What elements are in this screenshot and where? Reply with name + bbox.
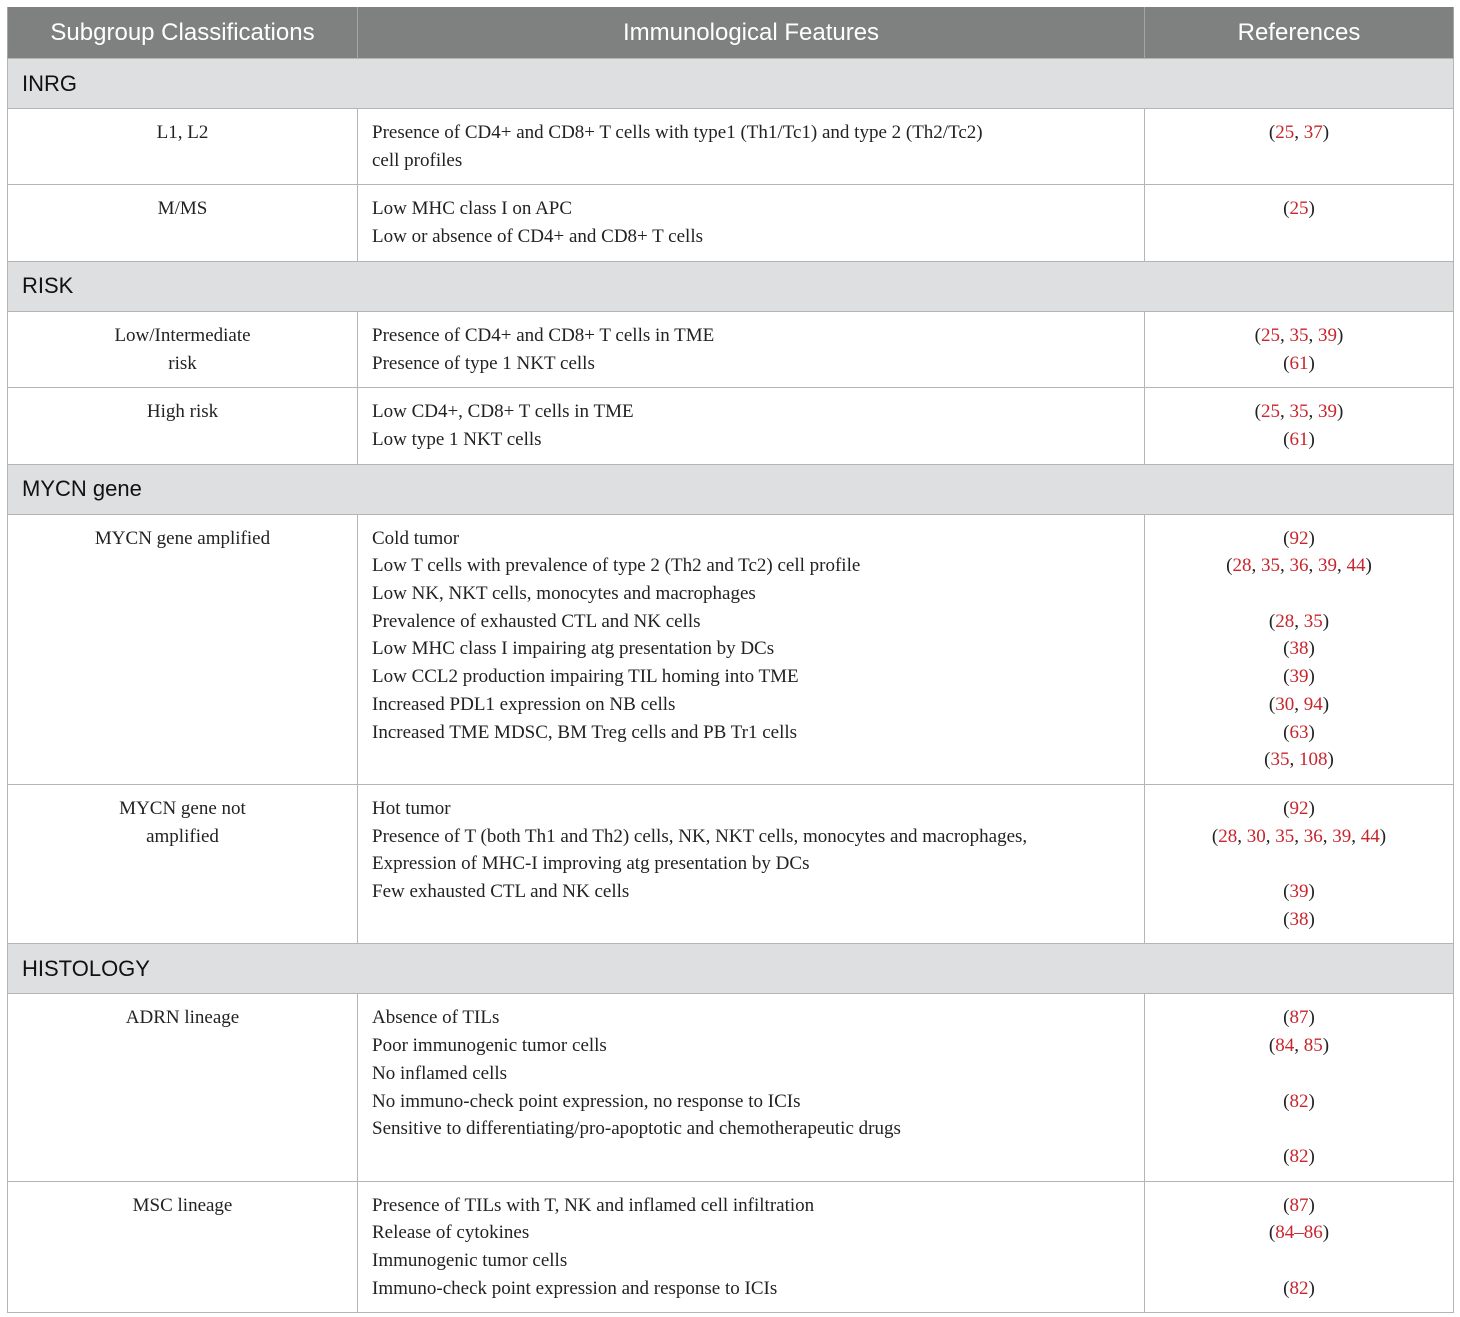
reference-line: (30, 94) [1268, 693, 1330, 715]
references-cell [1145, 311, 1454, 387]
feature-item: Prevalence of exhausted CTL and NK cells [372, 610, 701, 632]
table-row [8, 784, 1454, 944]
immunological-features-table [7, 7, 1454, 1313]
reference-line: (61) [1283, 352, 1315, 374]
reference-link[interactable]: 35 [1270, 749, 1290, 771]
features-cell [358, 994, 1145, 1181]
references-cell [1145, 514, 1454, 784]
feature-item: Low type 1 NKT cells [372, 428, 542, 450]
section-title: RISK [8, 261, 1454, 311]
reference-line: (39) [1283, 666, 1315, 688]
feature-item: No immuno-check point expression, no response to ICIs [372, 1090, 801, 1112]
table-row [8, 514, 1454, 784]
reference-line: (82) [1283, 1145, 1315, 1167]
reference-link[interactable]: 39 [1289, 666, 1309, 688]
table-row [8, 185, 1454, 261]
reference-link[interactable]: 25 [1275, 122, 1295, 143]
reference-line: (28, 30, 35, 36, 39, 44) [1211, 825, 1387, 847]
subgroup-cell [8, 514, 358, 784]
reference-link[interactable]: 39 [1289, 881, 1309, 903]
feature-item: Low CCL2 production impairing TIL homing into TME [372, 666, 799, 688]
feature-item: Expression of MHC-I improving atg presentation by DCs [372, 853, 810, 875]
reference-line: (28, 35) [1268, 610, 1330, 632]
reference-link[interactable]: 39 [1318, 555, 1337, 577]
references-cell [1145, 1181, 1454, 1313]
reference-link[interactable]: 82 [1289, 1090, 1309, 1112]
reference-link[interactable]: 30 [1275, 693, 1295, 715]
feature-item: Presence of type 1 NKT cells [372, 352, 595, 374]
reference-link[interactable]: 25 [1261, 401, 1280, 423]
reference-link[interactable]: 30 [1246, 825, 1266, 847]
feature-item: Increased TME MDSC, BM Treg cells and PB Tr1 cells [372, 721, 798, 743]
reference-link[interactable]: 37 [1303, 122, 1323, 143]
subgroup-cell [8, 109, 358, 185]
subgroup-label: ADRN lineage [125, 1007, 240, 1029]
reference-link[interactable]: 82 [1289, 1277, 1309, 1299]
feature-item: Increased PDL1 expression on NB cells [372, 693, 676, 715]
header-immunological-features: Immunological Features [358, 7, 1145, 59]
reference-link[interactable]: 92 [1289, 527, 1309, 549]
feature-item: Low MHC class I on APC [372, 198, 573, 220]
feature-item: Presence of CD4+ and CD8+ T cells with type1 (Th1/Tc1) and type 2 (Th2/Tc2) [372, 122, 983, 143]
reference-link[interactable]: 25 [1289, 198, 1309, 220]
reference-link[interactable]: 63 [1289, 721, 1309, 743]
reference-link[interactable]: 35 [1289, 401, 1309, 423]
reference-line: (38) [1283, 638, 1315, 660]
references-cell [1145, 109, 1454, 185]
features-cell [358, 514, 1145, 784]
references-cell [1145, 994, 1454, 1181]
section-title: MYCN gene [8, 464, 1454, 514]
subgroup-cell [8, 185, 358, 261]
reference-line: (25, 37) [1268, 122, 1330, 143]
reference-link[interactable]: 82 [1289, 1145, 1309, 1167]
subgroup-label: risk [168, 352, 197, 374]
reference-line [1145, 1060, 1453, 1088]
references-cell [1145, 185, 1454, 261]
features-cell [358, 109, 1145, 185]
feature-item: Immunogenic tumor cells [372, 1250, 568, 1272]
reference-line: (25) [1283, 198, 1315, 220]
feature-item: Poor immunogenic tumor cells [372, 1035, 607, 1057]
table-body [8, 59, 1454, 1313]
reference-line: (82) [1283, 1277, 1315, 1299]
reference-link[interactable]: 28 [1275, 610, 1295, 632]
subgroup-cell [8, 311, 358, 387]
subgroup-label: amplified [146, 825, 219, 847]
reference-line: (92) [1283, 797, 1315, 819]
subgroup-label: MYCN gene not [119, 797, 246, 819]
section-row [8, 59, 1454, 109]
reference-link[interactable]: 25 [1261, 324, 1280, 346]
reference-line [1145, 1115, 1453, 1143]
table-row [8, 994, 1454, 1181]
features-cell [358, 1181, 1145, 1313]
reference-link[interactable]: 84–86 [1275, 1222, 1323, 1244]
section-row [8, 464, 1454, 514]
subgroup-label: M/MS [157, 198, 208, 220]
table-row [8, 311, 1454, 387]
reference-link[interactable]: 85 [1303, 1035, 1323, 1057]
feature-item: Few exhausted CTL and NK cells [372, 881, 630, 903]
reference-line: (61) [1283, 428, 1315, 450]
reference-line: (92) [1283, 527, 1315, 549]
header-references: References [1145, 7, 1454, 59]
reference-line: (87) [1283, 1007, 1315, 1029]
feature-item: Low or absence of CD4+ and CD8+ T cells [372, 226, 703, 248]
feature-item: Presence of T (both Th1 and Th2) cells, NK, NKT cells, monocytes and macrophages, [372, 825, 1028, 847]
reference-link[interactable]: 28 [1232, 555, 1252, 577]
subgroup-label: MSC lineage [132, 1194, 233, 1216]
reference-link[interactable]: 38 [1289, 638, 1309, 660]
subgroup-cell [8, 1181, 358, 1313]
reference-link[interactable]: 94 [1303, 693, 1323, 715]
subgroup-label: Low/Intermediate [114, 324, 251, 346]
reference-line: (84, 85) [1268, 1035, 1330, 1057]
reference-line: (35, 108) [1264, 749, 1334, 771]
reference-line [1145, 580, 1453, 608]
reference-link[interactable]: 39 [1318, 324, 1337, 346]
subgroup-label: High risk [146, 401, 219, 423]
section-row [8, 944, 1454, 994]
reference-link[interactable]: 28 [1218, 825, 1238, 847]
subgroup-label: L1, L2 [156, 122, 209, 143]
feature-item: Sensitive to differentiating/pro-apoptotic and chemotherapeutic drugs [372, 1118, 901, 1140]
reference-link[interactable]: 61 [1289, 352, 1309, 374]
reference-link[interactable]: 35 [1303, 610, 1323, 632]
feature-item: Cold tumor [372, 527, 460, 549]
section-title: INRG [8, 59, 1454, 109]
subgroup-cell [8, 388, 358, 464]
reference-line: (63) [1283, 721, 1315, 743]
feature-item: cell profiles [372, 149, 463, 171]
reference-line: (38) [1283, 908, 1315, 930]
section-row [8, 261, 1454, 311]
reference-link[interactable]: 44 [1360, 825, 1380, 847]
reference-line: (39) [1283, 881, 1315, 903]
reference-link[interactable]: 92 [1289, 797, 1309, 819]
subgroup-cell [8, 994, 358, 1181]
feature-item: No inflamed cells [372, 1062, 508, 1084]
feature-item: Hot tumor [372, 797, 451, 819]
features-cell [358, 388, 1145, 464]
references-cell [1145, 388, 1454, 464]
reference-link[interactable]: 35 [1289, 324, 1309, 346]
feature-item: Release of cytokines [372, 1222, 530, 1244]
references-cell [1145, 784, 1454, 944]
reference-line: (28, 35, 36, 39, 44) [1226, 555, 1372, 577]
header-subgroup-classifications: Subgroup Classifications [8, 7, 358, 59]
reference-line: (87) [1283, 1194, 1315, 1216]
section-title: HISTOLOGY [8, 944, 1454, 994]
reference-link[interactable]: 108 [1299, 749, 1328, 771]
reference-link[interactable]: 84 [1275, 1035, 1295, 1057]
feature-item: Presence of CD4+ and CD8+ T cells in TME [372, 324, 715, 346]
subgroup-label: MYCN gene amplified [94, 527, 271, 549]
subgroup-cell [8, 784, 358, 944]
reference-link[interactable]: 87 [1289, 1194, 1309, 1216]
feature-item: Low MHC class I impairing atg presentation by DCs [372, 638, 775, 660]
reference-line: (84–86) [1268, 1222, 1330, 1244]
reference-line: (25, 35, 39) [1254, 401, 1344, 423]
reference-line [1145, 1247, 1453, 1275]
reference-line [1145, 850, 1453, 878]
feature-item: Absence of TILs [372, 1007, 500, 1029]
reference-line: (82) [1283, 1090, 1315, 1112]
feature-item: Low NK, NKT cells, monocytes and macrophages [372, 583, 756, 605]
feature-item: Low CD4+, CD8+ T cells in TME [372, 401, 634, 423]
reference-link[interactable]: 36 [1303, 825, 1323, 847]
reference-link[interactable]: 36 [1289, 555, 1309, 577]
reference-link[interactable]: 44 [1346, 555, 1366, 577]
reference-link[interactable]: 39 [1332, 825, 1352, 847]
table-row [8, 1181, 1454, 1313]
feature-item: Immuno-check point expression and response to ICIs [372, 1277, 778, 1299]
feature-item: Presence of TILs with T, NK and inflamed cell infiltration [372, 1194, 815, 1216]
reference-link[interactable]: 38 [1289, 908, 1309, 930]
feature-item: Low T cells with prevalence of type 2 (Th2 and Tc2) cell profile [372, 555, 861, 577]
reference-link[interactable]: 35 [1261, 555, 1280, 577]
table-row [8, 109, 1454, 185]
table-row [8, 388, 1454, 464]
table-header-row [8, 7, 1454, 59]
reference-line: (25, 35, 39) [1254, 324, 1344, 346]
reference-link[interactable]: 39 [1318, 401, 1337, 423]
reference-link[interactable]: 61 [1289, 428, 1309, 450]
features-cell [358, 311, 1145, 387]
features-cell [358, 784, 1145, 944]
reference-link[interactable]: 87 [1289, 1007, 1309, 1029]
reference-link[interactable]: 35 [1275, 825, 1295, 847]
features-cell [358, 185, 1145, 261]
